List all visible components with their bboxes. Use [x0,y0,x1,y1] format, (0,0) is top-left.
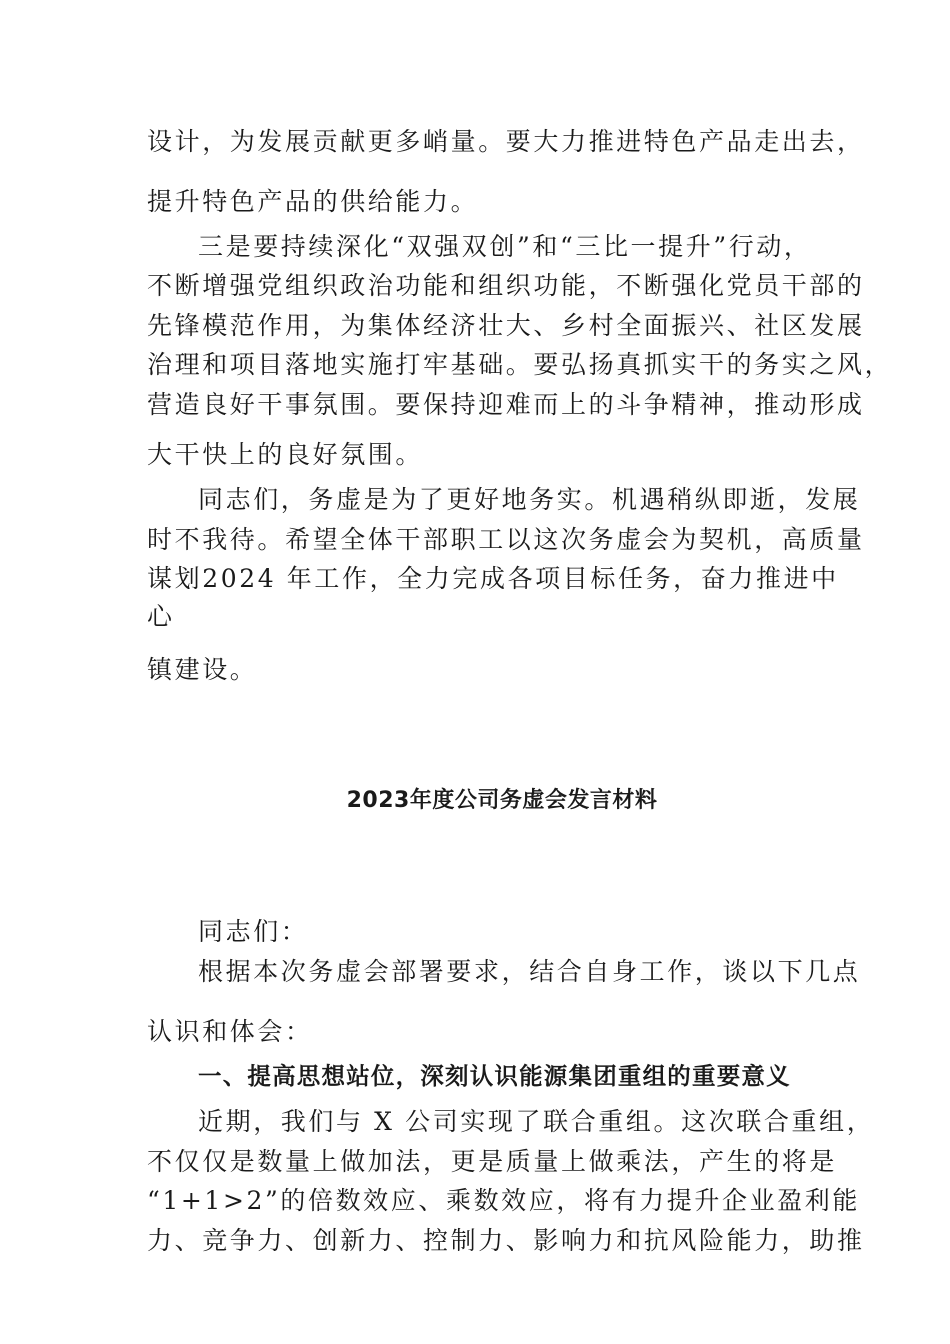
paragraph-line: 先锋模范作用，为集体经济壮大、乡村全面振兴、社区发展 [147,311,865,340]
paragraph-line: 近期，我们与 X 公司实现了联合重组。这次联合重组， [198,1107,875,1136]
paragraph-line: 根据本次务虚会部署要求，结合自身工作，谈以下几点 [198,957,861,986]
paragraph-line: 设计，为发展贡献更多峭量。要大力推进特色产品走出去， [147,127,865,156]
paragraph-line: 镇建设。 [147,655,258,684]
paragraph-line: 认识和体会： [147,1017,313,1046]
paragraph-line: 提升特色产品的供给能力。 [147,187,479,216]
paragraph-line: 大干快上的良好氛围。 [147,440,424,469]
paragraph-line: 谋划2024 年工作，全力完成各项目标任务，奋力推进中 [147,564,839,593]
section-heading: 一、提高思想站位，深刻认识能源集团重组的重要意义 [198,1062,791,1090]
paragraph-line: 时不我待。希望全体干部职工以这次务虚会为契机，高质量 [147,525,865,554]
paragraph-line: 不仅仅是数量上做加法，更是质量上做乘法，产生的将是 [147,1147,838,1176]
paragraph-line: 三是要持续深化“双强双创”和“三比一提升”行动， [198,232,812,261]
paragraph-line: 同志们，务虚是为了更好地务实。机遇稍纵即逝，发展 [198,485,861,514]
paragraph-line: 治理和项目落地实施打牢基础。要弘扬真抓实干的务实之风， [147,350,893,379]
salutation: 同志们： [198,917,309,946]
document-title: 2023年度公司务虚会发言材料 [346,788,658,813]
paragraph-line: 营造良好干事氛围。要保持迎难而上的斗争精神，推动形成 [147,390,865,419]
paragraph-line: “1+1>2”的倍数效应、乘数效应，将有力提升企业盈利能 [147,1186,860,1215]
paragraph-line: 不断增强党组织政治功能和组织功能，不断强化党员干部的 [147,271,865,300]
paragraph-line: 力、竞争力、创新力、控制力、影响力和抗风险能力，助推 [147,1226,865,1255]
paragraph-line: 心 [147,602,175,631]
